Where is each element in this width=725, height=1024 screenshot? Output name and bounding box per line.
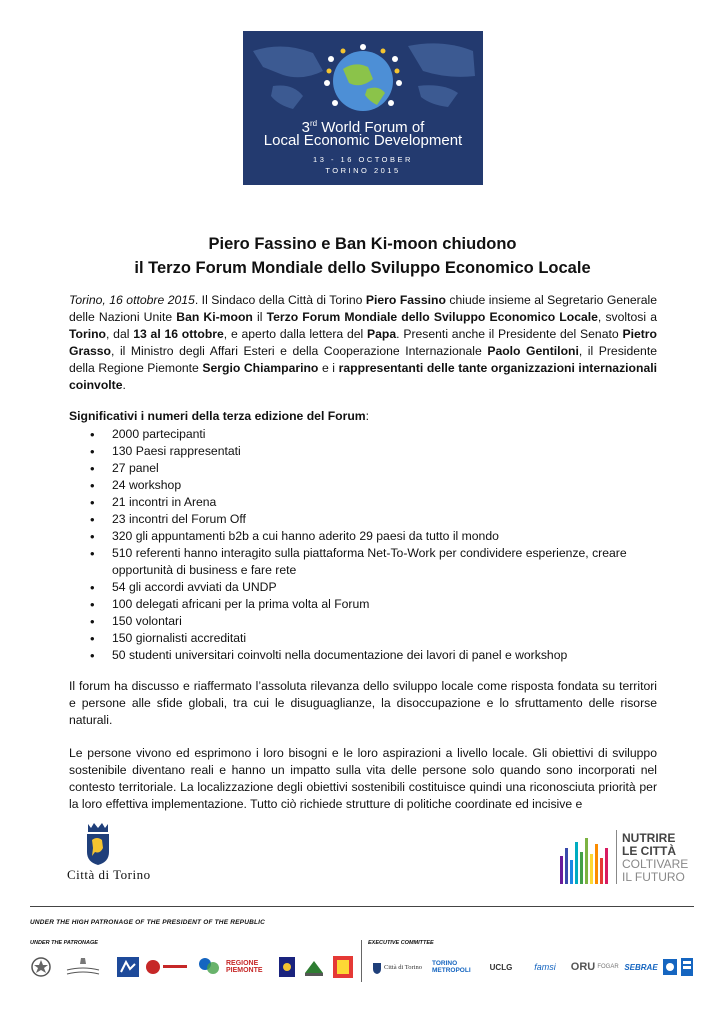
high-patronage-label: UNDER THE HIGH PATRONAGE OF THE PRESIDENT OF THE REPUBLIC: [30, 919, 266, 926]
executive-committee-label: EXECUTIVE COMMITTEE: [368, 940, 434, 946]
list-item: • 130 Paesi rappresentati: [88, 443, 658, 460]
republic-emblem-icon: [30, 955, 52, 979]
list-item: • 510 referenti hanno interagito sulla piattaforma Net-To-Work per condividere esperienze, creare opportunità di business e fare rete: [88, 545, 658, 579]
list-item: • 150 volontari: [88, 613, 658, 630]
list-item: • 50 studenti universitari coinvolti nella documentazione dei lavori di panel e workshop: [88, 647, 658, 664]
list-item: • 150 giornalisti accreditati: [88, 630, 658, 647]
paragraph-forum: Il forum ha discusso e riaffermato l’assoluta rilevanza dello sviluppo locale come risposta fondata su territori e persone alle sfide globali, tra cui le disuguaglianze, la disoccupazione e lo sfruttamento delle risorse naturali.: [69, 679, 657, 727]
uclg-logo: UCLG: [489, 962, 513, 972]
cooperation-logo-icon: [332, 955, 354, 979]
banner-title-line2: Local Economic Development: [263, 132, 463, 149]
fogar-logo: FOGAR: [597, 964, 619, 970]
numbers-heading: Significativi i numeri della terza edizione del Forum:: [69, 409, 370, 423]
chamber-logo-icon: [302, 955, 326, 979]
list-item: • 2000 partecipanti: [88, 426, 658, 443]
sebrae-logo: SEBRAE: [624, 962, 658, 972]
ministry-emblem-icon: [58, 955, 108, 979]
list-item: • 100 delegati africani per la prima volta al Forum: [88, 596, 658, 613]
list-item: • 320 gli appuntamenti b2b a cui hanno aderito 29 paesi da tutto il mondo: [88, 528, 658, 545]
forum-banner: [243, 31, 483, 185]
crest-small-icon: [372, 960, 382, 974]
committee-citta-torino-logo: Città di Torino: [368, 955, 426, 979]
citta-di-torino-text: Città di Torino: [67, 867, 151, 882]
list-item: • 23 incontri del Forum Off: [88, 511, 658, 528]
nutrire-text: NUTRIRE LE CITTÀ COLTIVARE IL FUTURO: [622, 831, 689, 884]
list-item: • 21 incontri in Arena: [88, 494, 658, 511]
oru-logo: ORU: [570, 961, 596, 973]
numbers-list: [88, 426, 658, 664]
banner-dates: 13 - 16 OCTOBER TORINO 2015: [313, 155, 413, 175]
province-logo-icon: [278, 955, 296, 979]
logo-divider: [616, 830, 617, 884]
crest-icon: [83, 822, 113, 866]
list-item: • 24 workshop: [88, 477, 658, 494]
list-item: • 27 panel: [88, 460, 658, 477]
list-item: • 54 gli accordi avviati da UNDP: [88, 579, 658, 596]
ministry-blue-logo-icon: [116, 955, 140, 979]
paragraph-people: Le persone vivono ed esprimono i loro bisogni e le loro aspirazioni a livello locale. Gli obiettivi di sviluppo sostenibile diventano reali e hanno un impatto sulla vita delle persone solo quando sono incorporati nel contesto territoriale. La localizzazione degli obiettivi sostenibili costituisce quindi una riconosciuta priorità per la loro effettiva implementazione. Tutto ciò richiede strutture di politiche coordinate ed incisive e: [69, 746, 657, 811]
regione-piemonte-logo: REGIONE PIEMONTE: [226, 960, 263, 974]
famsi-logo: famsi: [534, 962, 556, 972]
senato-logo-icon: [144, 955, 190, 979]
camera-logo-icon: [196, 955, 222, 979]
colored-bars-icon: [560, 834, 612, 884]
nutrire-le-citta-logo: [560, 828, 689, 886]
page-title: Piero Fassino e Ban Ki-moon chiudono il Terzo Forum Mondiale dello Sviluppo Economico Locale: [134, 235, 591, 277]
intro-paragraph: Torino, 16 ottobre 2015. Il Sindaco della Città di Torino Piero Fassino chiude insieme al Segretario Generale delle Nazioni Unite Ban Ki-moon il Terzo Forum Mondiale dello Sviluppo Economico Locale, svoltosi a Torino, dal 13 al 16 ottobre, e aperto dalla lettera del Papa. Presenti anche il Presidente del Senato Pietro Grasso, il Ministro degli Affari Esteri e della Cooperazione Internazionale Paolo Gentiloni, il Presidente della Regione Piemonte Sergio Chiamparino e i rappresentanti delle tante organizzazioni internazionali coinvolte.: [69, 293, 658, 392]
banner-title-line1: 3rd World Forum of: [301, 119, 425, 136]
footer-divider: [30, 906, 694, 907]
logos-divider: [361, 940, 362, 982]
undp-logo-icon: [680, 955, 694, 979]
citta-di-torino-logo: [67, 822, 151, 884]
ilo-logo-icon: [662, 955, 678, 979]
torino-metropoli-logo: TORINO METROPOLI: [432, 960, 471, 974]
under-patronage-label: UNDER THE PATRONAGE: [30, 940, 98, 946]
